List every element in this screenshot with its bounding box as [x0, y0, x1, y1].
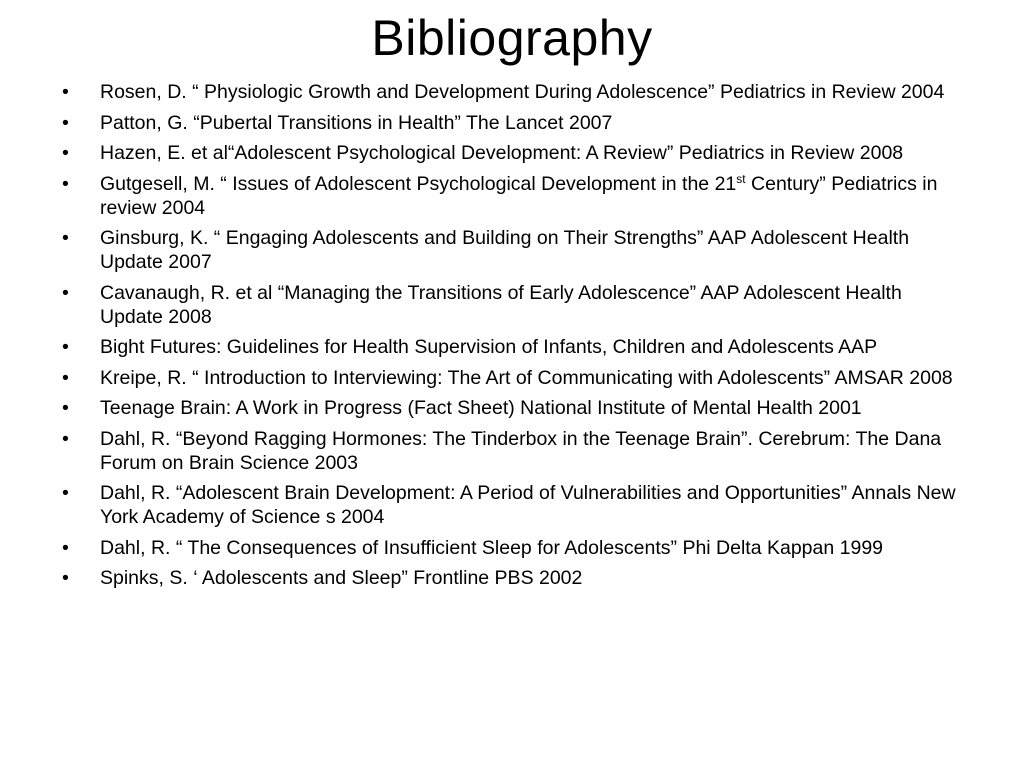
bullet-icon: •: [62, 567, 69, 589]
reference-text: Ginsburg, K. “ Engaging Adolescents and Building on Their Strengths” AAP Adolescent Health Update 2007: [100, 227, 910, 273]
bibliography-item: [62, 536, 962, 560]
bullet-icon: •: [62, 536, 69, 559]
bullet-icon: •: [62, 227, 69, 249]
bullet-icon: •: [62, 281, 69, 304]
reference-text: Bight Futures: Guidelines for Health Supervision of Infants, Children and Adolescents AAP: [100, 336, 878, 358]
bullet-icon: •: [62, 172, 69, 195]
reference-text: Kreipe, R. “ Introduction to Interviewing: The Art of Communicating with Adolescents” AMSAR 2008: [100, 366, 953, 389]
bibliography-item: [62, 80, 962, 104]
reference-text: Rosen, D. “ Physiologic Growth and Development During Adolescence” Pediatrics in Review 2004: [100, 81, 945, 103]
bibliography-item: [62, 335, 962, 359]
slide-title: Bibliography: [371, 10, 653, 66]
reference-text-part: Century” Pediatrics in review 2004: [100, 172, 938, 219]
bullet-icon: •: [62, 111, 69, 134]
bibliography-list: [62, 80, 962, 597]
bibliography-item: [62, 281, 962, 329]
reference-text: Hazen, E. et al“Adolescent Psychological Development: A Review” Pediatrics in Review 2008: [100, 142, 904, 164]
reference-text: Dahl, R. “ The Consequences of Insufficient Sleep for Adolescents” Phi Delta Kappan 1999: [100, 536, 884, 559]
bibliography-item: [62, 396, 962, 420]
reference-text: Spinks, S. ‘ Adolescents and Sleep” Frontline PBS 2002: [100, 567, 583, 589]
reference-text: [100, 173, 937, 219]
bibliography-item: [62, 141, 962, 165]
bibliography-item: [62, 427, 962, 475]
reference-text: Patton, G. “Pubertal Transitions in Health” The Lancet 2007: [100, 111, 613, 134]
bibliography-item: [62, 366, 962, 390]
bullet-icon: •: [62, 427, 69, 450]
bibliography-item: [62, 172, 962, 220]
bullet-icon: •: [62, 336, 69, 358]
reference-text: Cavanaugh, R. et al “Managing the Transitions of Early Adolescence” AAP Adolescent Health Update 2008: [100, 281, 902, 328]
reference-text: Teenage Brain: A Work in Progress (Fact Sheet) National Institute of Mental Health 2001: [100, 397, 862, 419]
bullet-icon: •: [62, 366, 69, 389]
reference-text: Dahl, R. “Beyond Ragging Hormones: The Tinderbox in the Teenage Brain”. Cerebrum: The Dana Forum on Brain Science 2003: [100, 427, 942, 474]
reference-text-part: Gutgesell, M. “ Issues of Adolescent Psychological Development in the 21: [100, 172, 737, 195]
bullet-icon: •: [62, 142, 69, 164]
bullet-icon: •: [62, 482, 69, 504]
bibliography-item: [62, 226, 962, 274]
bibliography-item: [62, 481, 962, 529]
reference-text: Dahl, R. “Adolescent Brain Development: A Period of Vulnerabilities and Opportunities” Annals New York Academy of Science s 2004: [100, 482, 956, 528]
bullet-icon: •: [62, 81, 69, 103]
bibliography-item: [62, 111, 962, 135]
bullet-icon: •: [62, 397, 69, 419]
ordinal-superscript: st: [736, 171, 746, 186]
bibliography-item: [62, 566, 962, 590]
